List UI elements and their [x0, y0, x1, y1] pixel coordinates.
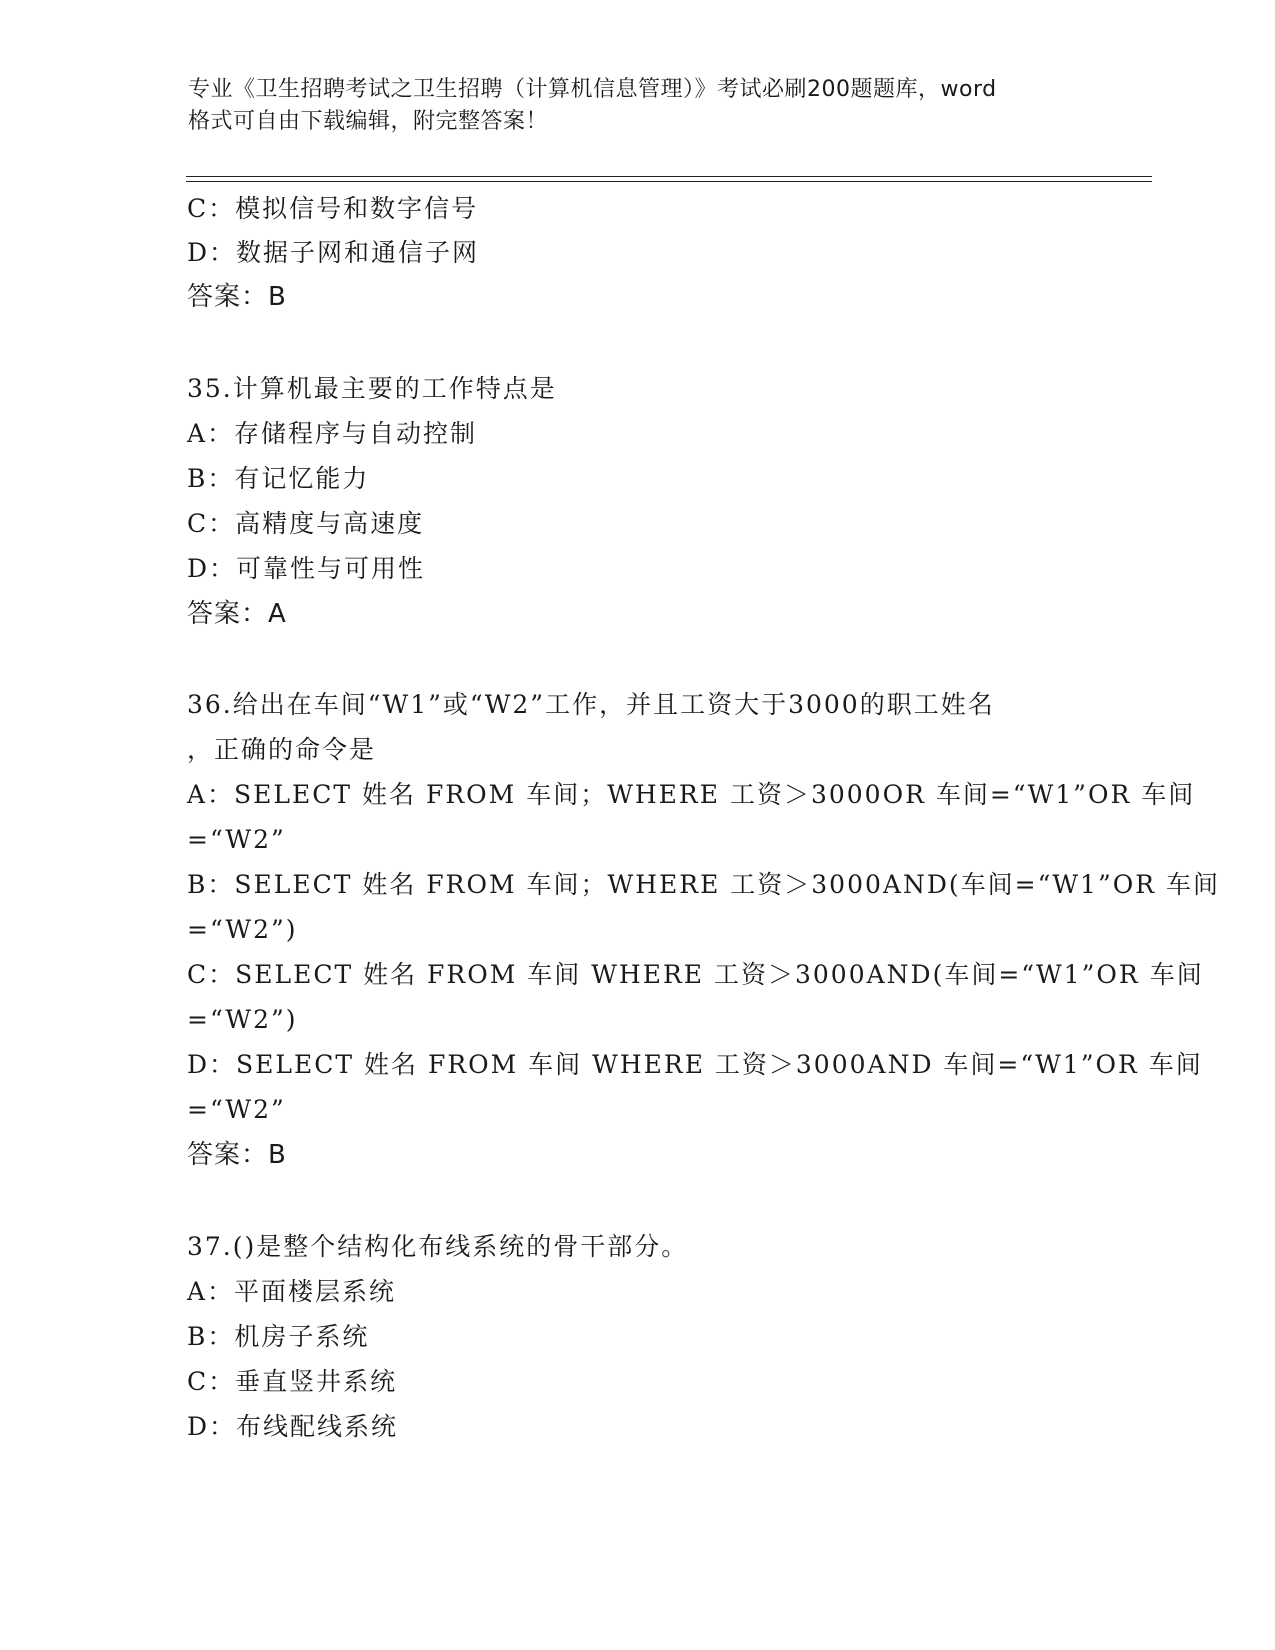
q36-option-d-line-2: =“W2”	[187, 1095, 286, 1124]
q35-option-b: B：有记忆能力	[187, 464, 370, 493]
q37-stem: 37.()是整个结构化布线系统的骨干部分。	[187, 1232, 689, 1261]
q34-answer: 答案：B	[187, 282, 287, 312]
q36-option-a-line-1: A：SELECT 姓名 FROM 车间；WHERE 工资＞3000OR 车间=“W1”OR 车间	[187, 780, 1196, 809]
q35-option-d: D：可靠性与可用性	[187, 554, 426, 583]
q36-stem-line-2: ，正确的命令是	[187, 735, 377, 764]
q35-answer: 答案：A	[187, 599, 287, 629]
q36-option-d-line-1: D：SELECT 姓名 FROM 车间 WHERE 工资＞3000AND 车间=“W1”OR 车间	[187, 1050, 1203, 1079]
q35-option-a: A：存储程序与自动控制	[187, 419, 478, 448]
q35-stem: 35.计算机最主要的工作特点是	[187, 374, 557, 403]
header-title-line-1: 专业《卫生招聘考试之卫生招聘（计算机信息管理）》考试必刷200题题库，word	[188, 77, 997, 102]
q36-stem-line-1: 36.给出在车间“W1”或“W2”工作，并且工资大于3000的职工姓名	[187, 690, 995, 719]
q36-option-b-line-2: =“W2”)	[187, 915, 298, 944]
header-rule-bottom	[186, 181, 1152, 182]
q36-option-b-line-1: B：SELECT 姓名 FROM 车间；WHERE 工资＞3000AND(车间=“W1”OR 车间	[187, 870, 1220, 899]
q36-option-c-line-2: =“W2”)	[187, 1005, 298, 1034]
q35-option-c: C：高精度与高速度	[187, 509, 425, 538]
q37-option-a: A：平面楼层系统	[187, 1277, 397, 1306]
header-title-line-2: 格式可自由下载编辑，附完整答案！	[188, 109, 549, 134]
q36-option-a-line-2: =“W2”	[187, 825, 286, 854]
q37-option-d: D：布线配线系统	[187, 1412, 399, 1441]
q37-option-b: B：机房子系统	[187, 1322, 370, 1351]
q37-option-c: C：垂直竖井系统	[187, 1367, 398, 1396]
q34-option-c: C：模拟信号和数字信号	[187, 194, 479, 223]
q34-option-d: D：数据子网和通信子网	[187, 238, 480, 267]
q36-option-c-line-1: C：SELECT 姓名 FROM 车间 WHERE 工资＞3000AND(车间=“W1”OR 车间	[187, 960, 1204, 989]
header-rule-top	[186, 176, 1152, 177]
q36-answer: 答案：B	[187, 1140, 287, 1170]
